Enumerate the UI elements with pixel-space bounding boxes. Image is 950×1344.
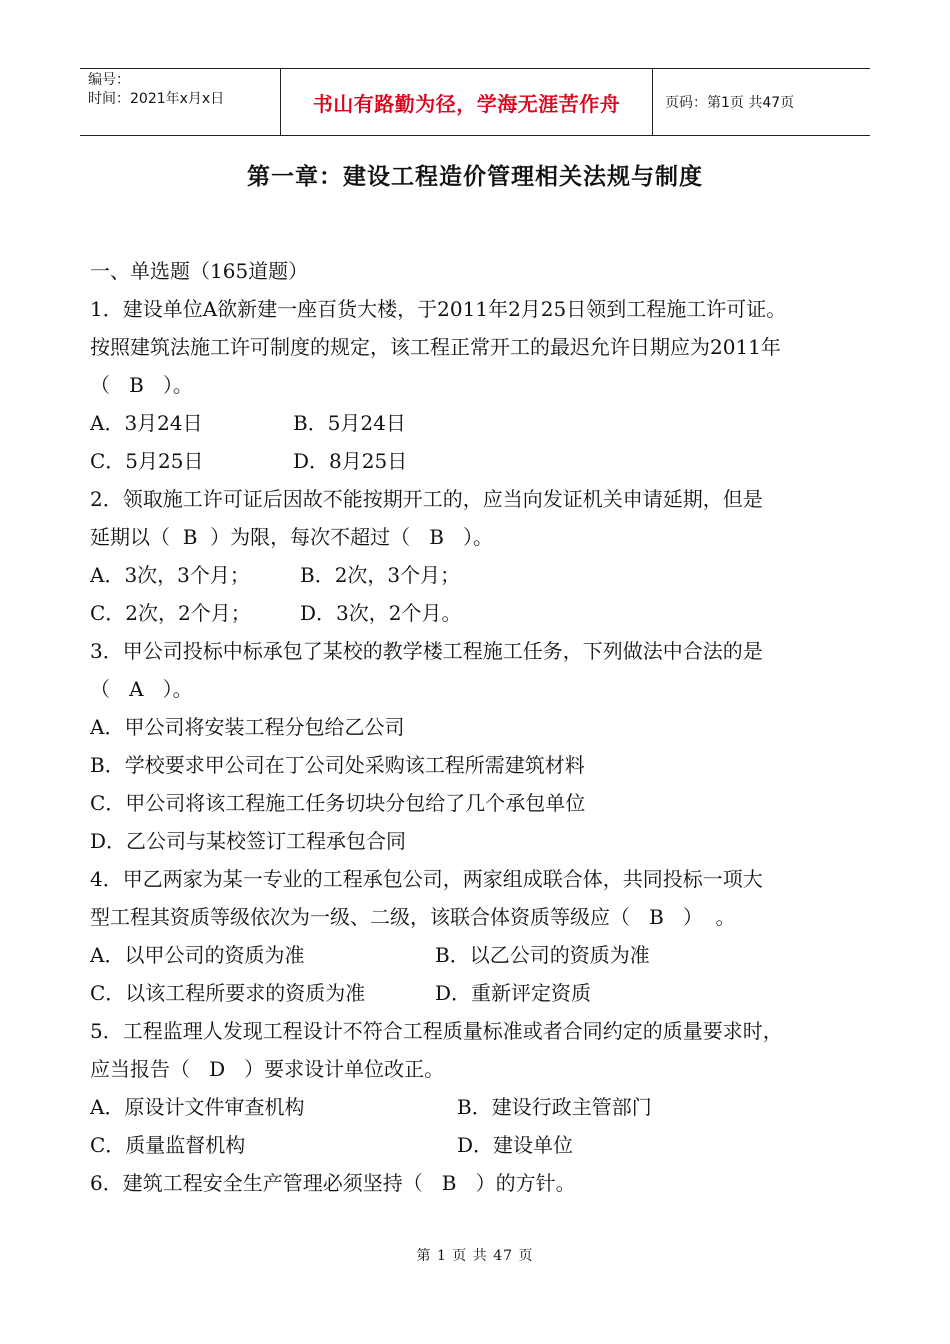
question-1-options [90,442,870,480]
question-2-options [90,556,870,594]
option-b: B．以乙公司的资质为准 [435,943,650,967]
option-d: D．3次，2个月。 [300,601,462,625]
question-5-options [90,1126,870,1164]
option-d: D．8月25日 [293,449,408,473]
option-b: B．建设行政主管部门 [457,1095,652,1119]
question-3-text: 3．甲公司投标中标承包了某校的教学楼工程施工任务，下列做法中合法的是 [90,639,763,663]
option-a: A．3月24日 [90,411,203,435]
document-body [90,252,870,1202]
option-c: C．2次，2个月； [90,601,251,625]
question-5-text: 5．工程监理人发现工程设计不符合工程质量标准或者合同约定的质量要求时， [90,1019,783,1043]
option-c: C．甲公司将该工程施工任务切块分包给了几个承包单位 [90,791,586,815]
page-footer: 第 1 页 共 47 页 [416,1248,534,1264]
section-heading: 一、单选题（165道题） [90,259,309,283]
question-1-text: 按照建筑法施工许可制度的规定，该工程正常开工的最迟允许日期应为2011年 [90,335,781,359]
question-3-answer: （ A ）。 [90,677,193,701]
question-6-text: 6．建筑工程安全生产管理必须坚持（ B ）的方针。 [90,1171,576,1195]
header-table [80,68,870,136]
question-1-options [90,404,870,442]
option-d: D．重新评定资质 [435,981,592,1005]
question-2-text: 延期以（ B ）为限，每次不超过（ B ）。 [90,525,493,549]
chapter-title: 第一章：建设工程造价管理相关法规与制度 [247,164,703,190]
option-d: D．建设单位 [457,1133,574,1157]
number-label: 编号： [88,72,130,88]
question-1-answer: （ B ）。 [90,373,193,397]
option-a: A．以甲公司的资质为准 [90,943,305,967]
option-a: A．原设计文件审查机构 [90,1095,305,1119]
question-5-options [90,1088,870,1126]
option-b: B．学校要求甲公司在丁公司处采购该工程所需建筑材料 [90,753,585,777]
question-4-options [90,936,870,974]
question-2-text: 2．领取施工许可证后因故不能按期开工的，应当向发证机关申请延期，但是 [90,487,763,511]
time-label: 时间：2021年x月x日 [88,91,225,107]
option-c: C．5月25日 [90,449,204,473]
option-a: A．甲公司将安装工程分包给乙公司 [90,715,405,739]
motto: 书山有路勤为径，学海无涯苦作舟 [281,69,653,135]
question-2-options [90,594,870,632]
option-c: C．以该工程所要求的资质为准 [90,981,366,1005]
question-4-text: 型工程其资质等级依次为一级、二级，该联合体资质等级应（ B ） 。 [90,905,736,929]
option-b: B．5月24日 [293,411,406,435]
question-1-text: 1．建设单位A欲新建一座百货大楼，于2011年2月25日领到工程施工许可证。 [90,297,787,321]
question-5-text: 应当报告（ D ）要求设计单位改正。 [90,1057,445,1081]
option-d: D．乙公司与某校签订工程承包合同 [90,829,407,853]
question-4-options [90,974,870,1012]
option-c: C．质量监督机构 [90,1133,246,1157]
question-4-text: 4．甲乙两家为某一专业的工程承包公司，两家组成联合体，共同投标一项大 [90,867,763,891]
page-label: 页码：第1页 共47页 [665,95,795,111]
option-b: B．2次，3个月； [300,563,461,587]
option-a: A．3次，3个月； [90,563,250,587]
header-info-cell [80,69,281,135]
